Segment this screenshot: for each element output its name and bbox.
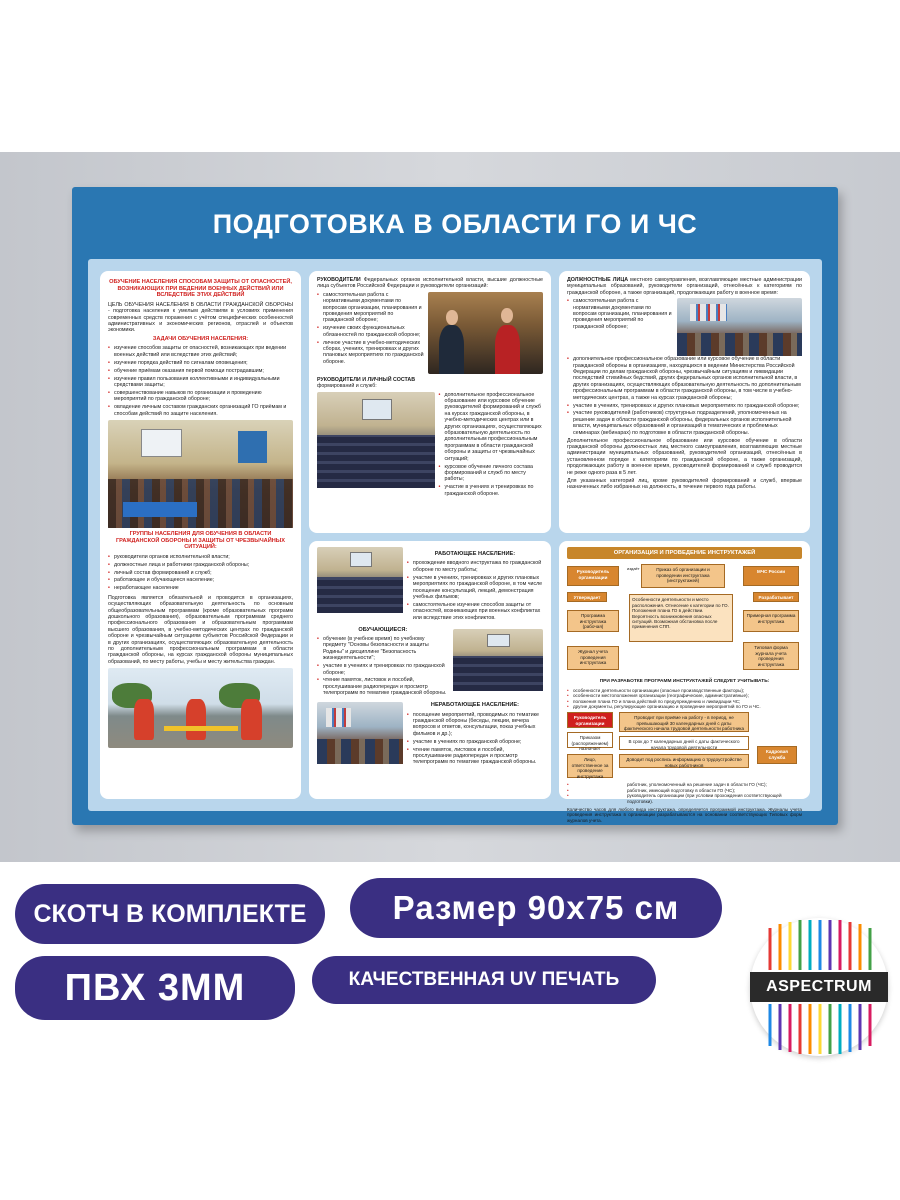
consider-item: • особенности местоположения организации (географические, административные); — [567, 693, 802, 698]
panel-officials-training — [559, 271, 810, 533]
label-issues: издаёт — [627, 566, 640, 572]
task-item: • совершенствование навыков по организации и проведению мероприятий по гражданской обороне; — [108, 390, 293, 403]
instructions-footer: Количество часов для любого вида инструктажа, определяется программой инструктажа. Журналы учета проведения инструктажа в организации разрабатываются на основании соответствующих Типовых форм журналов учета. — [567, 807, 802, 823]
pvc-badge: ПВХ 3ММ — [15, 956, 295, 1020]
consider-heading: ПРИ РАЗРАБОТКЕ ПРОГРАММ ИНСТРУКТАЖЕЙ СЛЕДУЕТ УЧИТЫВАТЬ: — [599, 679, 770, 685]
group-item: • неработающее население — [108, 585, 293, 591]
group-item: • должностные лица и работники гражданской обороны; — [108, 562, 293, 568]
leader-item: • самостоятельная работа с нормативными документами по вопросам организации, планирования и проведения мероприятий по гражданской обороне; — [317, 292, 424, 324]
staff-item: • участие в учениях и тренировках по гражданской обороне. — [439, 484, 543, 497]
unemployed-item: • посещение мероприятий, проводимых по тематике гражданской обороны (беседы, лекции, вечера вопросов и ответов, консультации, показ учебных фильмов и др.); — [407, 712, 543, 738]
box-typical-form: Типовая форма журнала учета проведения инструктажа — [743, 642, 799, 670]
task-item: • овладение личным составом гражданских организаций ГО приёмам и способам действий по защите населения. — [108, 404, 293, 417]
panel1-heading: ОБУЧЕНИЕ НАСЕЛЕНИЯ СПОСОБАМ ЗАЩИТЫ ОТ ОПАСНОСТЕЙ, ВОЗНИКАЮЩИХ ПРИ ВЕДЕНИИ ВОЕННЫХ ДЕЙСТВИЙ ИЛИ ВСЛЕДСТВИЕ ЭТИХ ДЕЙСТВИЙ — [109, 279, 292, 299]
box-order: Приказ об организации и проведении инструктажа (инструктажей) — [641, 564, 725, 588]
official-item: • дополнительное профессиональное образование или курсовое обучение в области гражданской обороны в организациях, находящихся в ведении Министерства Российской Федерации по делам гражданской обороны, чрезвычайным ситуациям и ликвидации последствий стихийных бедствий, других федеральных органов исполнительной власти, в других организациях, осуществляющих образовательную деятельность по дополнительным профессиональным программам в области гражданской обороны, в том числе в учебно-методических центрах, а также на курсах гражданской обороны; — [567, 356, 802, 401]
consider-item: • другие документы, регулирующие организацию и проведение мероприятий по ГО и ЧС. — [567, 704, 802, 709]
students-item: • обучение (в учебное время) по учебному предмету "Основы безопасности и защиты Родины" и дисциплине "Безопасность жизнедеятельности"; — [317, 636, 449, 662]
box-topics: Особенности деятельности и место расположения. Отнесение к категории по ГО. Положения плана ГО в действии. Вероятность возникновения опасных ситуаций. Возможная обстановка после применения СПП. — [629, 594, 733, 642]
working-item: • самостоятельное изучение способов защиты от опасностей, возникающих при военных конфликтах или вследствие этих конфликтов. — [407, 602, 543, 621]
rescuers-photo — [108, 668, 293, 748]
official-item: • участие руководителей (работников) структурных подразделений, уполномоченных на решение задач в области гражданской обороны, федеральных органов исполнительной власти, муниципальных образований и организаций в тематических и проблемных семинарах (вебинарах) по подготовке в области гражданской обороны. — [567, 410, 802, 436]
box-deadline-3: Доводит под роспись информацию о трудоустройстве новых работников — [619, 754, 749, 768]
panel3-paragraph-1: Дополнительное профессиональное образование или курсовое обучение в области гражданской обороны должностных лиц местного самоуправления, возглавляющих местные администрации муниципальных образований, руководителей организаций, отнесённых в установленном порядке к категориям по гражданской обороне, а также организаций, продолжающих работу в военное время, руководителей формирований и служб проводится не реже одного раза в 5 лет. — [567, 437, 802, 476]
unemployed-heading: НЕРАБОТАЮЩЕЕ НАСЕЛЕНИЕ: — [430, 702, 519, 709]
workers-photo — [317, 547, 403, 613]
box-example-program: Примерная программа инструктажа — [743, 610, 799, 632]
panel2-lead: РУКОВОДИТЕЛИ Федеральных органов исполнительной власти, высшие должностные лица субъектов Российской Федерации и руководители организаций: — [317, 277, 543, 290]
box-deadline-2: В срок до 7 календарных дней с даты фактического начала трудовой деятельности — [619, 736, 749, 750]
task-item: • изучение правил пользования коллективными и индивидуальными средствами защиты; — [108, 376, 293, 389]
box-head: Руководитель организации — [567, 566, 619, 586]
panel-leaders-training — [309, 271, 551, 533]
unemployed-item: • участие в учениях по гражданской обороне; — [407, 739, 543, 745]
panel1-intro: ЦЕЛЬ ОБУЧЕНИЯ НАСЕЛЕНИЯ В ОБЛАСТИ ГРАЖДАНСКОЙ ОБОРОНЫ - подготовка населения к умелым действиям в условиях применения современных средств поражения с учётом специфических особенностей административных и экономических регионов, отраслей и объектов экономики. — [108, 301, 293, 334]
panel-population-groups — [309, 541, 551, 799]
group-item: • личный состав формирований и служб; — [108, 570, 293, 576]
label-approves: Утверждает — [567, 592, 607, 602]
working-heading: РАБОТАЮЩЕЕ НАСЕЛЕНИЕ: — [434, 551, 516, 557]
group-item: • руководители органов исполнительной власти; — [108, 554, 293, 560]
poster — [72, 187, 838, 825]
first-aid-class-photo — [108, 420, 293, 528]
students-photo — [453, 629, 543, 691]
consider-item: • особенности деятельности организации (опасные производственные факторы); — [567, 688, 802, 693]
poster-content-area — [88, 259, 822, 823]
official-item: • самостоятельная работа с нормативными документами по вопросам организации, планирования и проведения мероприятий по гражданской обороне; — [567, 298, 673, 330]
box-deadline-1: Проводит при приёме на работу - в период, не превышающий 30 календарных дней с даты фактического начала трудовой деятельности работника — [619, 712, 749, 732]
box-who: Руководитель организации — [567, 712, 613, 728]
meeting-photo — [428, 292, 543, 374]
panel1-groups-heading: ГРУППЫ НАСЕЛЕНИЯ ДЛЯ ОБУЧЕНИЯ В ОБЛАСТИ ГРАЖДАНСКОЙ ОБОРОНЫ И ЗАЩИТЫ ОТ ЧРЕЗВЫЧАЙНЫХ СИТУАЦИЙ: — [115, 530, 285, 551]
instructions-flowchart — [567, 562, 802, 677]
person-item: • работник, уполномоченный на решение задач в области ГО (ЧС); — [567, 782, 802, 787]
aspectrum-logo — [750, 918, 888, 1056]
panel2-sub-lead: РУКОВОДИТЕЛИ И ЛИЧНЫЙ СОСТАВ формирований и служб: — [317, 376, 416, 390]
students-item: • чтение памяток, листовок и пособий, прослушивание радиопередач и просмотр телепрограмм по тематике гражданской обороны. — [317, 677, 449, 696]
person-item: • руководитель организации (при условии прохождения соответствующей подготовки). — [567, 793, 802, 804]
group-item: • работающее и обучающееся население; — [108, 577, 293, 583]
panel-population-training — [100, 271, 301, 799]
box-order-appoints: Приказом (распоряжением) назначает — [567, 732, 613, 748]
working-item: • участие в учениях, тренировках и других плановых мероприятиях по гражданской обороне, в том числе посещение консультаций, лекций, демонстрация учебных фильмов; — [407, 575, 543, 601]
leader-item: • личное участие в учебно-методических сборах, учениях, тренировках и других плановых мероприятиях по гражданской обороне. — [317, 340, 424, 366]
panel-instructions — [559, 541, 810, 823]
lecture-hall-photo — [317, 392, 435, 488]
poster-title: ПОДГОТОВКА В ОБЛАСТИ ГО И ЧС — [212, 209, 698, 239]
office-training-photo — [677, 298, 802, 356]
panel3-paragraph-2: Для указанных категорий лиц, кроме руководителей формирований и служб, впервые назначенных либо избранных на должность, в течение первого года работы. — [567, 478, 802, 491]
task-item: • обучение приёмам оказания первой помощи пострадавшим; — [108, 368, 293, 374]
uv-print-badge: КАЧЕСТВЕННАЯ UV ПЕЧАТЬ — [312, 956, 656, 1004]
box-responsible: Лицо, ответственное за проведение инструктажа — [567, 754, 613, 778]
box-personnel: Кадровая служба — [757, 746, 797, 764]
panel1-outro: Подготовка является обязательной и проводится в организациях, осуществляющих образовательную деятельность по основным общеобразовательным программам (кроме образовательных программ дошкольного образования), образовательным программам среднего профессионального образования и образовательным программам высшего образования, в учебно-методических центрах по гражданской обороне и чрезвычайным ситуациям субъектов Российской Федерации и в других организациях, осуществляющих образовательную деятельность по дополнительным профессиональным программам в области гражданской обороны, на курсах гражданской обороны муниципальных образований, по месту работы, учебы и месту жительства граждан. — [108, 594, 293, 665]
person-item: • работник, имеющий подготовку в области ГО (ЧС); — [567, 788, 802, 793]
staff-item: • курсовое обучение личного состава формирований и служб по месту работы; — [439, 464, 543, 483]
unemployed-item: • чтение памяток, листовок и пособий, прослушивание радиопередач и просмотр телепрограмм по тематике гражданской обороны. — [407, 747, 543, 766]
tape-included-badge: СКОТЧ В КОМПЛЕКТЕ — [15, 884, 325, 944]
students-item: • участие в учениях и тренировках по гражданской обороне; — [317, 663, 449, 676]
working-item: • прохождение вводного инструктажа по гражданской обороне по месту работы; — [407, 560, 543, 573]
task-item: • изучение способов защиты от опасностей, возникающих при ведении военных действий или вследствие этих действий; — [108, 345, 293, 358]
box-mchs: МЧС России — [743, 566, 799, 586]
box-program: Программа инструктажа (рабочая) — [567, 610, 619, 632]
consider-item: • положения плана ГО и плана действий по предупреждению и ликвидации ЧС; — [567, 699, 802, 704]
responsibility-flowchart — [567, 712, 802, 782]
students-heading: ОБУЧАЮЩИЕСЯ: — [358, 626, 408, 633]
label-develops: Разрабатывает — [753, 592, 799, 602]
leader-item: • изучение своих функциональных обязанностей по гражданской обороне; — [317, 325, 424, 338]
size-badge: Размер 90х75 см — [350, 878, 722, 938]
staff-item: • дополнительное профессиональное образование или курсовое обучение руководителей формирований и служб на курсах гражданской обороны, в учебно-методических центрах или в других организациях, осуществляющих образовательную деятельность по дополнительным профессиональным программам в области гражданской обороны и защиты от чрезвычайных ситуаций; — [439, 392, 543, 462]
panel3-lead: ДОЛЖНОСТНЫЕ ЛИЦА местного самоуправления, возглавляющие местные администрации муниципальных образований, руководители организаций, отнесённых к категориям по гражданской обороне, а также организаций, продолжающих работу в военное время: — [567, 277, 802, 296]
instructions-heading: ОРГАНИЗАЦИЯ И ПРОВЕДЕНИЕ ИНСТРУКТАЖЕЙ — [567, 547, 802, 559]
logo-name: ASPECTRUM — [750, 972, 888, 1002]
box-journal: Журнал учета проведения инструктажа — [567, 646, 619, 670]
unemployed-photo — [317, 702, 403, 764]
task-item: • изучение порядка действий по сигналам оповещения; — [108, 360, 293, 366]
official-item: • участие в учениях, тренировках и других плановых мероприятиях по гражданской обороне; — [567, 403, 802, 409]
panel1-tasks-heading: ЗАДАЧИ ОБУЧЕНИЯ НАСЕЛЕНИЯ: — [152, 335, 249, 342]
